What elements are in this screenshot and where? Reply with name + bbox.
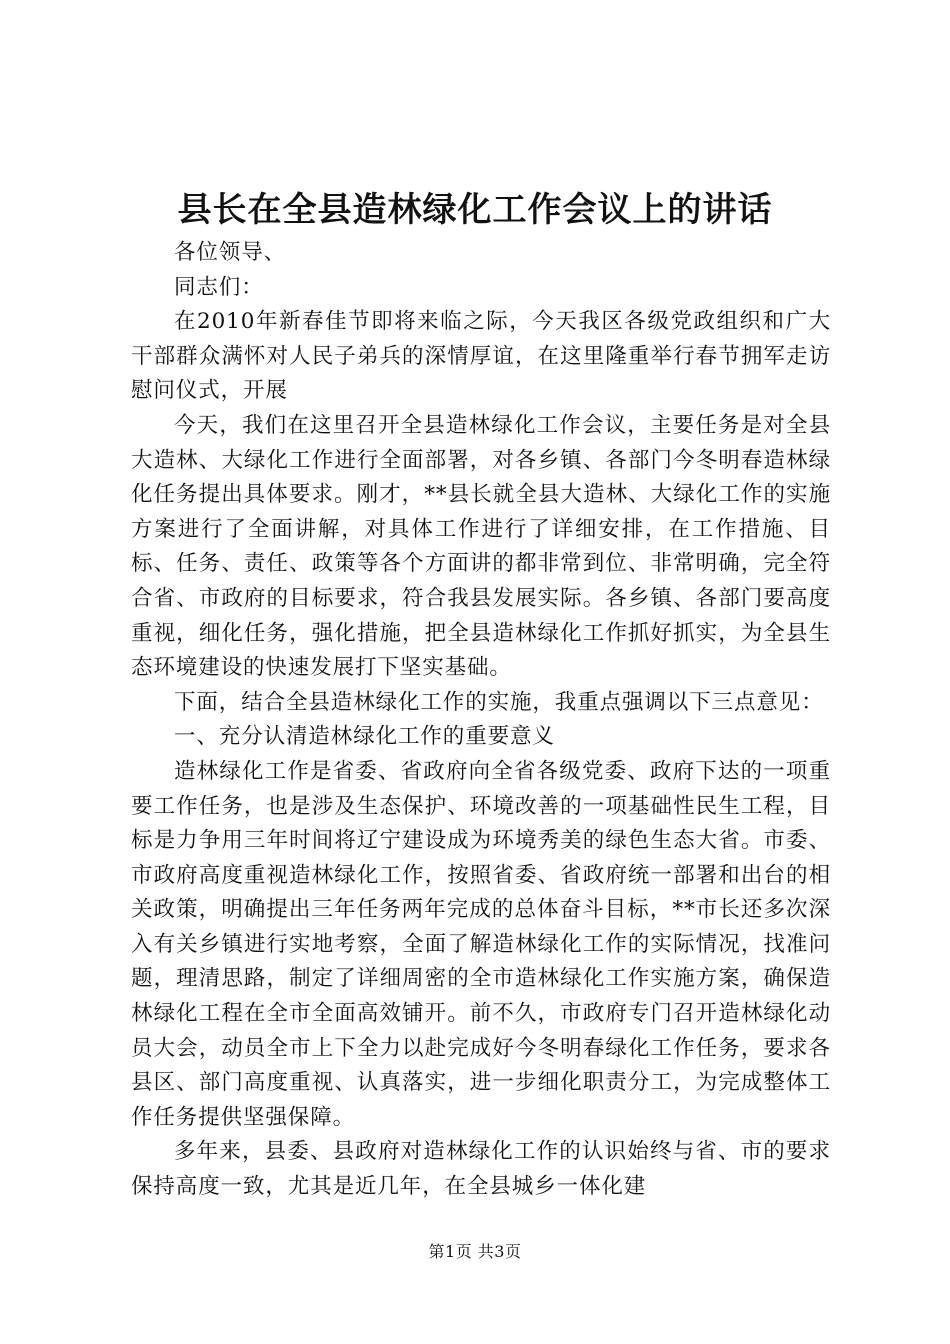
section-heading-1: 一、充分认清造林绿化工作的重要意义 [174,724,555,750]
paragraph-4: 造林绿化工作是省委、省政府向全省各级党委、政府下达的一项重要工作任务，也是涉及生态保护、环境改善的一项基础性民生工程，目标是力争用三年时间将辽宁建设成为环境秀美的绿色生态大省。市委、市政府高度重视造林绿化工作，按照省委、省政府统一部署和出台的相关政策，明确提出三年任务两年完成的总体奋斗目标，**市长还多次深入有关乡镇进行实地考察，全面了解造林绿化工作的实际情况，找准问题，理清思路，制定了详细周密的全市造林绿化工作实施方案，确保造林绿化工程在全市全面高效铺开。前不久，市政府专门召开造林绿化动员大会，动员全市上下全力以赴完成好今冬明春绿化工作任务，要求各县区、部门高度重视、认真落实，进一步细化职责分工，为完成整体工作任务提供坚强保障。 [131,758,831,1130]
paragraph-1: 在2010年新春佳节即将来临之际，今天我区各级党政组织和广大干部群众满怀对人民子弟兵的深情厚谊，在这里隆重举行春节拥军走访慰问仪式，开展 [131,309,831,404]
paragraph-2: 今天，我们在这里召开全县造林绿化工作会议，主要任务是对全县大造林、大绿化工作进行全面部署，对各乡镇、各部门今冬明春造林绿化任务提出具体要求。刚才，**县长就全县大造林、大绿化工作的实施方案进行了全面讲解，对具体工作进行了详细安排，在工作措施、目标、任务、责任、政策等各个方面讲的都非常到位、非常明确，完全符合省、市政府的目标要求，符合我县发展实际。各乡镇、各部门要高度重视，细化任务，强化措施，把全县造林绿化工作抓好抓实，为全县生态环境建设的快速发展打下坚实基础。 [131,412,831,681]
page-number-footer: 第1页 共3页 [428,1242,522,1261]
paragraph-3: 下面，结合全县造林绿化工作的实施，我重点强调以下三点意见： [174,689,824,715]
document-title: 县长在全县造林绿化工作会议上的讲话 [177,190,773,230]
salutation-comrades: 同志们： [174,274,264,300]
document-body [131,236,831,1205]
salutation-leaders: 各位领导、 [174,240,287,265]
paragraph-5: 多年来，县委、县政府对造林绿化工作的认识始终与省、市的要求保持高度一致，尤其是近几年，在全县城乡一体化建 [131,1139,831,1200]
